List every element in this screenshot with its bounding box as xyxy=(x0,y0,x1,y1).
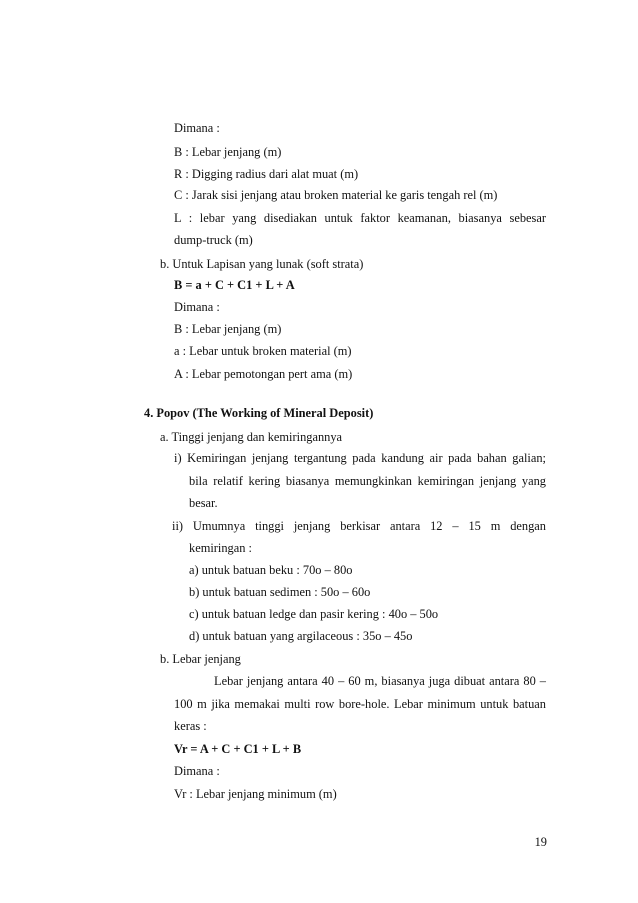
paragraph-line: besar. xyxy=(189,496,218,510)
definition-line: R : Digging radius dari alat muat (m) xyxy=(174,167,359,181)
list-item: b. Untuk Lapisan yang lunak (soft strata) xyxy=(160,257,364,271)
definition-line: dump-truck (m) xyxy=(174,233,253,247)
list-item: b. Lebar jenjang xyxy=(160,652,241,666)
section-heading: 4. Popov (The Working of Mineral Deposit) xyxy=(144,406,374,420)
paragraph-line: i) Kemiringan jenjang tergantung pada kandung air pada bahan galian; xyxy=(174,451,546,465)
sub-list-item: a) untuk batuan beku : 70o – 80o xyxy=(189,563,353,577)
sub-list-item: b) untuk batuan sedimen : 50o – 60o xyxy=(189,585,371,599)
dimana-label: Dimana : xyxy=(174,764,220,778)
definition-line: A : Lebar pemotongan pert ama (m) xyxy=(174,367,353,381)
paragraph-line: kemiringan : xyxy=(189,541,252,555)
dimana-label: Dimana : xyxy=(174,300,220,314)
dimana-label: Dimana : xyxy=(174,121,220,135)
definition-line: a : Lebar untuk broken material (m) xyxy=(174,344,352,358)
page-number: 19 xyxy=(534,835,547,849)
paragraph-line: keras : xyxy=(174,719,207,733)
definition-line: L : lebar yang disediakan untuk faktor keamanan, biasanya sebesar xyxy=(174,211,546,225)
list-item: a. Tinggi jenjang dan kemiringannya xyxy=(160,430,343,444)
paragraph-line: Lebar jenjang antara 40 – 60 m, biasanya juga dibuat antara 80 – xyxy=(214,674,546,688)
definition-line: Vr : Lebar jenjang minimum (m) xyxy=(174,787,337,801)
definition-line: C : Jarak sisi jenjang atau broken material ke garis tengah rel (m) xyxy=(174,188,498,202)
formula: Vr = A + C + C1 + L + B xyxy=(174,742,302,756)
paragraph-line: bila relatif kering biasanya memungkinkan kemiringan jenjang yang xyxy=(189,474,546,488)
paragraph-line: 100 m jika memakai multi row bore-hole. Lebar minimum untuk batuan xyxy=(174,697,546,711)
sub-list-item: d) untuk batuan yang argilaceous : 35o – 45o xyxy=(189,629,413,643)
sub-list-item: c) untuk batuan ledge dan pasir kering : 40o – 50o xyxy=(189,607,439,621)
definition-line: B : Lebar jenjang (m) xyxy=(174,145,282,159)
paragraph-line: ii) Umumnya tinggi jenjang berkisar antara 12 – 15 m dengan xyxy=(172,519,546,533)
formula: B = a + C + C1 + L + A xyxy=(174,278,295,292)
definition-line: B : Lebar jenjang (m) xyxy=(174,322,282,336)
